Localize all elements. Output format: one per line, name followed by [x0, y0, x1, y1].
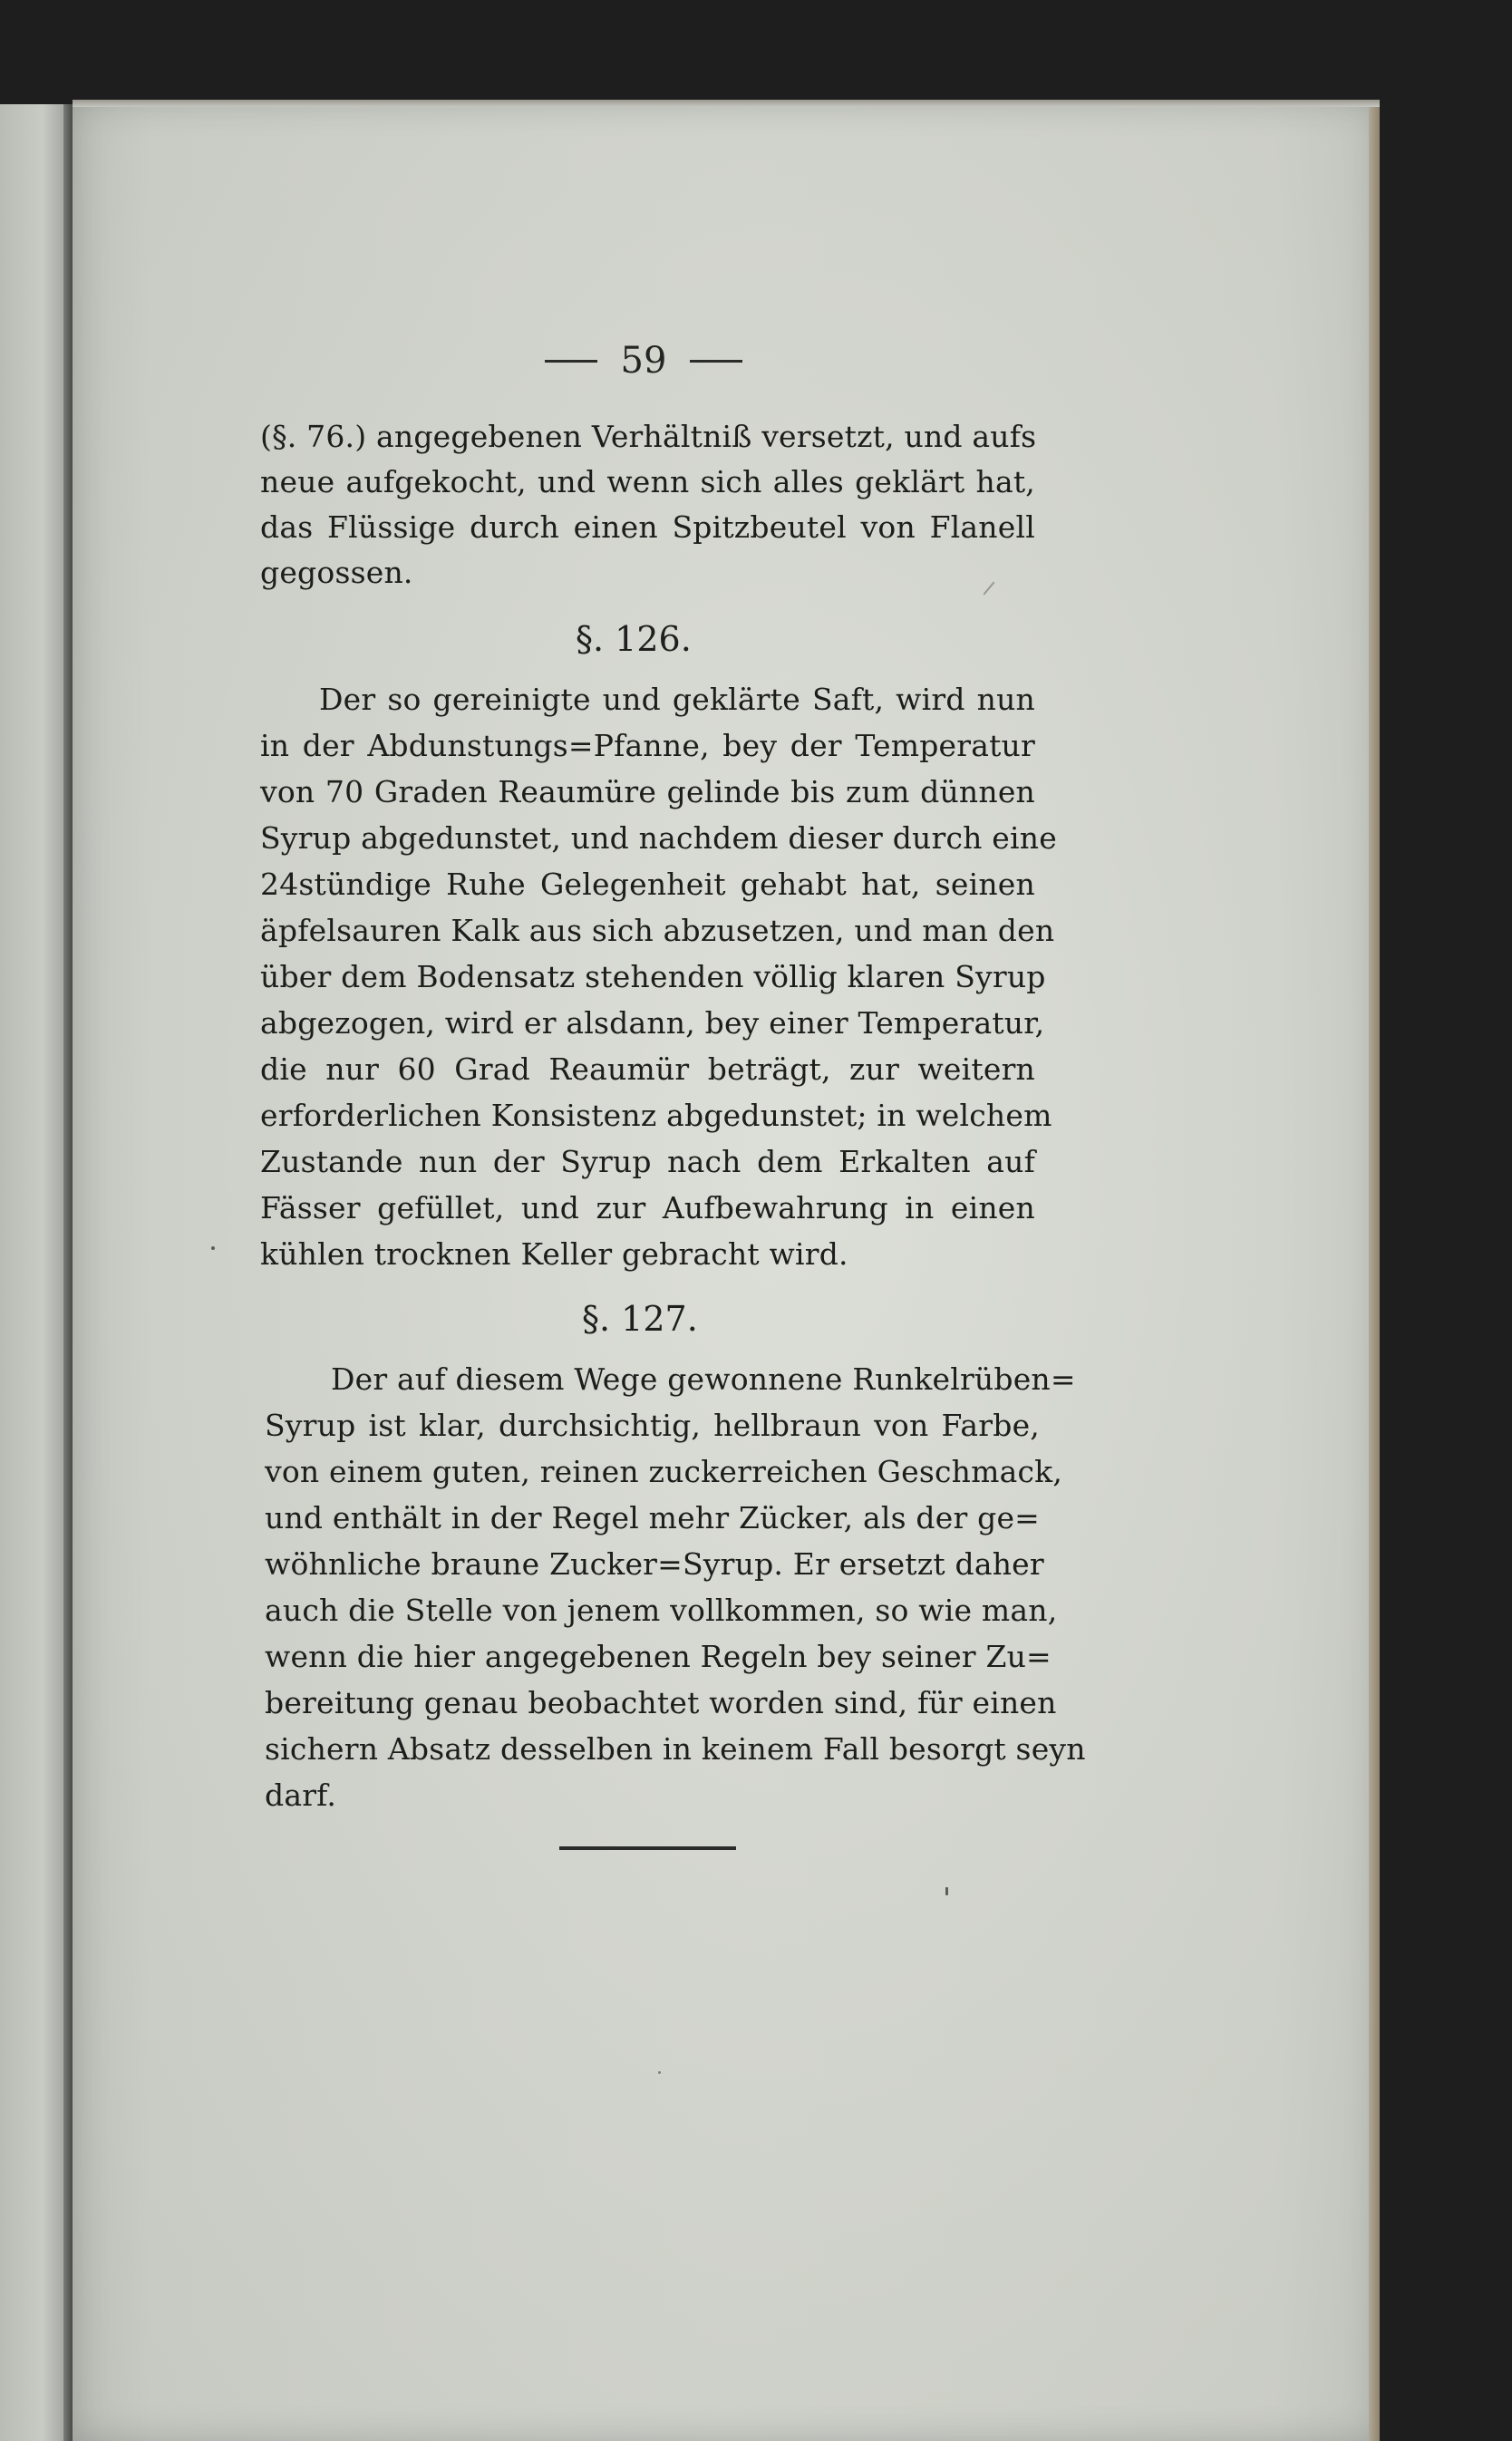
paper-speck	[945, 1887, 948, 1895]
text-line: 24stündige Ruhe Gelegenheit gehabt hat, seinen	[260, 867, 1035, 902]
text-line: Der auf diesem Wege gewonnene Runkelrüben=	[331, 1361, 1076, 1397]
page-fore-edge	[1369, 107, 1380, 2441]
text-line: von einem guten, reinen zuckerreichen Geschmack,	[265, 1454, 1063, 1489]
book-gutter	[63, 104, 73, 2441]
text-line: (§. 76.) angegebenen Verhältniß versetzt, und aufs	[260, 419, 1037, 454]
text-line: erforderlichen Konsistenz abgedunstet; in welchem	[260, 1098, 1052, 1133]
paper-speck	[658, 2071, 661, 2074]
page-number-dash-right	[690, 360, 742, 363]
text-line: bereitung genau beobachtet worden sind, für einen	[265, 1685, 1057, 1720]
page-number-dash-left	[545, 360, 597, 363]
left-page-margin	[0, 104, 71, 2441]
text-line: in der Abdunstungs=Pfanne, bey der Temperatur	[260, 728, 1035, 763]
text-line: wenn die hier angegebenen Regeln bey seiner Zu=	[265, 1639, 1052, 1674]
page-number	[526, 334, 761, 388]
text-line: kühlen trocknen Keller gebracht wird.	[260, 1236, 848, 1272]
section-heading-126: §. 126.	[576, 619, 692, 659]
text-line: abgezogen, wird er alsdann, bey einer Temperatur,	[260, 1005, 1045, 1041]
text-line: Syrup abgedunstet, und nachdem dieser durch eine	[260, 820, 1057, 856]
text-line: Fässer gefüllet, und zur Aufbewahrung in einen	[260, 1190, 1035, 1225]
paper-speck	[211, 1246, 215, 1250]
text-line: und enthält in der Regel mehr Zücker, als der ge=	[265, 1500, 1041, 1535]
text-line: von 70 Graden Reaumüre gelinde bis zum dünnen	[260, 774, 1035, 809]
text-line: das Flüssige durch einen Spitzbeutel von Flanell	[260, 509, 1035, 545]
text-line: Zustande nun der Syrup nach dem Erkalten auf	[260, 1144, 1035, 1179]
section-heading-127: §. 127.	[582, 1299, 698, 1339]
text-line: wöhnliche braune Zucker=Syrup. Er ersetzt daher	[265, 1546, 1044, 1582]
text-line: Der so gereinigte und geklärte Saft, wird nun	[319, 682, 1035, 717]
page-top-edge	[73, 100, 1380, 107]
text-line: äpfelsauren Kalk aus sich abzusetzen, und man den	[260, 913, 1055, 948]
text-line: neue aufgekocht, und wenn sich alles geklärt hat,	[260, 464, 1035, 499]
text-line: darf.	[265, 1777, 337, 1813]
text-line: gegossen.	[260, 555, 413, 590]
text-line: auch die Stelle von jenem vollkommen, so wie man,	[265, 1593, 1058, 1628]
page-number-text: 59	[620, 340, 667, 382]
text-line: Syrup ist klar, durchsichtig, hellbraun von Farbe,	[265, 1408, 1040, 1443]
text-line: über dem Bodensatz stehenden völlig klaren Syrup	[260, 959, 1046, 994]
text-line: die nur 60 Grad Reaumür beträgt, zur weitern	[260, 1051, 1035, 1087]
end-rule	[559, 1846, 736, 1850]
text-line: sichern Absatz desselben in keinem Fall besorgt seyn	[265, 1731, 1086, 1767]
